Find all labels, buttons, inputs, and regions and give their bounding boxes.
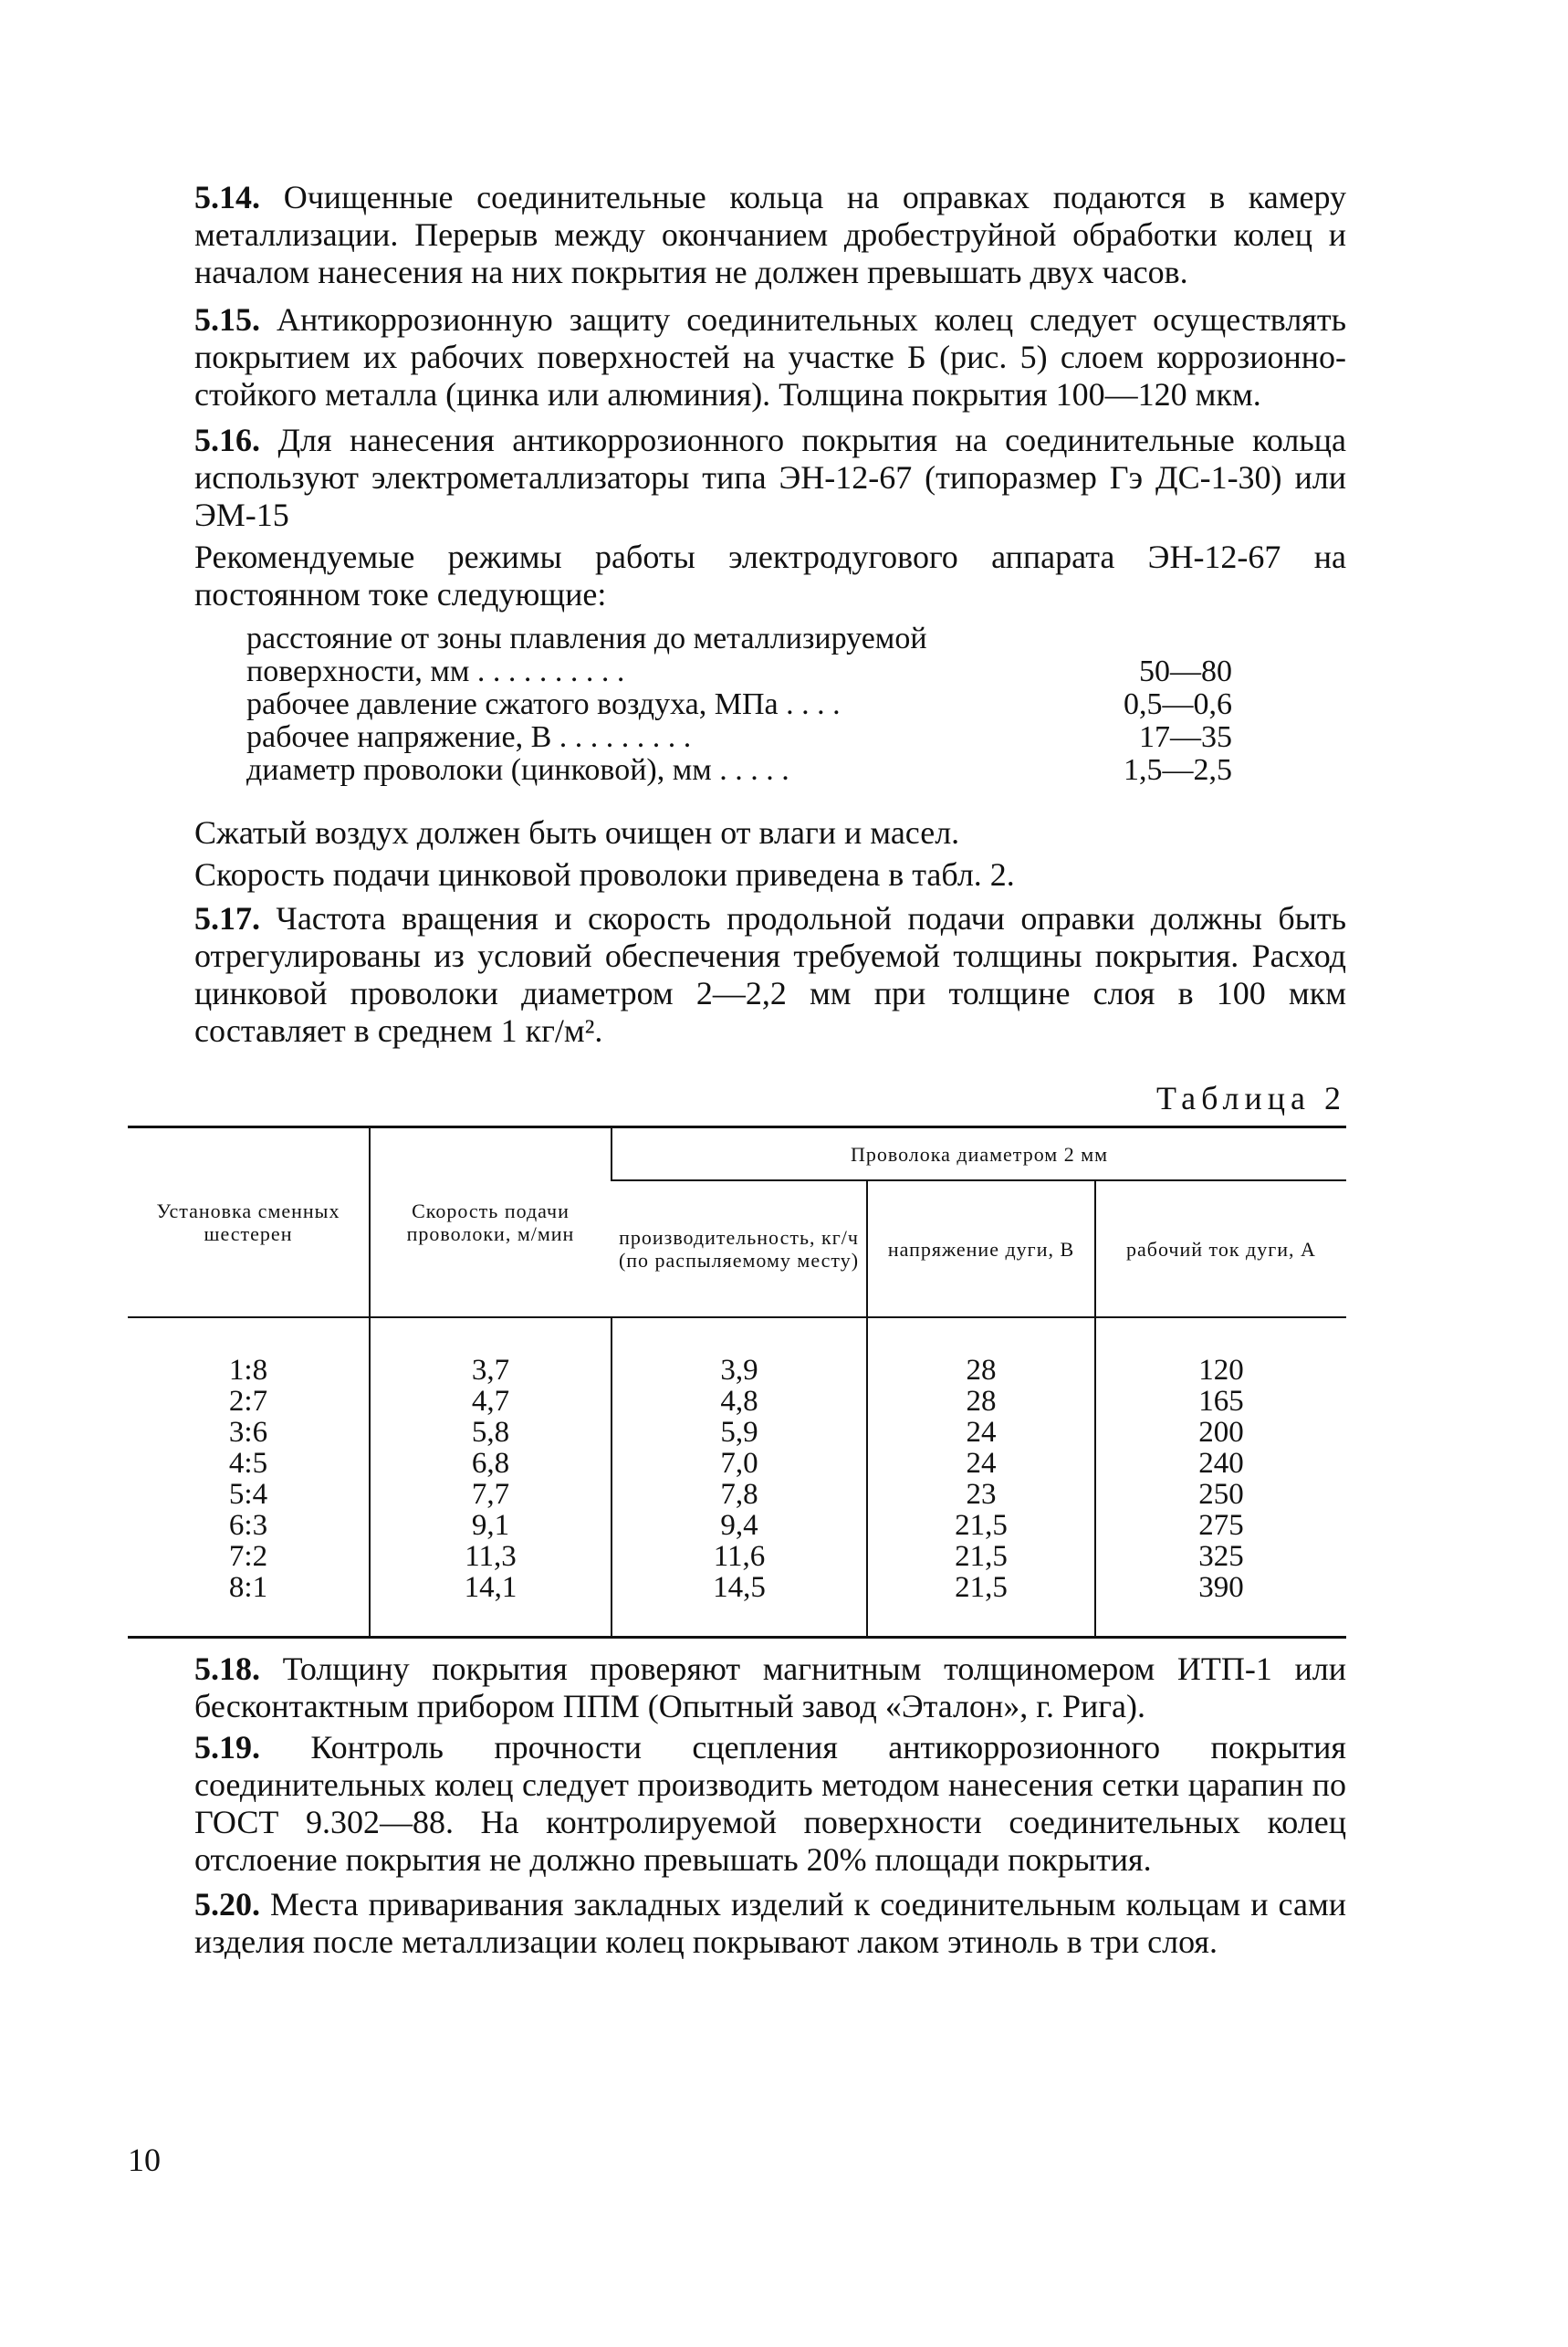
paragraph-5-20 [194,1886,1346,1961]
paragraph-text: Места приваривания закладных изделий к соединительным кольцам и сами изделия после металлизации колец покрывают лаком этиноль в три слоя. [194,1886,1346,1960]
table-cell: 7,8 [612,1479,867,1510]
table-cell: 28 [867,1317,1095,1386]
table-cell: 4:5 [228,1447,268,1480]
table-cell: 14,5 [612,1572,867,1638]
paragraph-wire-speed: Скорость подачи цинковой проволоки приведена в табл. 2. [194,856,1015,893]
paragraph-text: Контроль прочности сцепления антикоррозионного покрытия соединительных колец следует производить методом нанесения сетки царапин по ГОСТ 9.302—88. На контролируемой поверхности соединительных колец отслоение покрытия не должно превышать 20% площади покрытия. [194,1729,1346,1878]
paragraph-5-18 [194,1650,1346,1725]
table-cell: 250 [1095,1479,1346,1510]
table-row [128,1448,1346,1479]
table-cell: 21,5 [867,1510,1095,1541]
mode-value: 0,5—0,6 [1124,687,1232,721]
mode-row [246,688,1232,721]
table-cell: 1:8 [228,1354,268,1387]
header-arc-voltage: напряжение дуги, В [867,1180,1095,1317]
paragraph-number: 5.20. [194,1886,260,1923]
header-wire-group: Проволока диаметром 2 мм [612,1127,1346,1181]
header-productivity: производительность, кг/ч (по распыляемому месту) [612,1180,867,1317]
recommended-modes-intro: Рекомендуемые режимы работы электродугового аппарата ЭН-12-67 на постоянном токе следующие: [194,539,1346,613]
header-feed-speed: Скорость подачи проволоки, м/мин [370,1127,612,1318]
table-row [128,1510,1346,1541]
mode-row [246,655,1232,688]
table-cell: 240 [1095,1448,1346,1479]
table-title: Таблица 2 [1156,1080,1346,1116]
mode-label: рабочее напряжение, В . . . . . . . . . [246,720,692,754]
table-cell: 325 [1095,1541,1346,1572]
paragraph-compressed-air: Сжатый воздух должен быть очищен от влаги и масел. [194,814,960,851]
paragraph-text: Для нанесения антикоррозионного покрытия на соединительные кольца используют электрометаллизаторы типа ЭН-12-67 (типоразмер Гэ ДС-1-30) или ЭМ-15 [194,422,1346,533]
paragraph-5-17 [194,900,1346,1050]
paragraph-5-16 [194,422,1346,534]
table-cell: 9,4 [612,1510,867,1541]
mode-row [246,721,1232,754]
paragraph-5-19 [194,1729,1346,1879]
table-cell: 7,7 [370,1479,612,1510]
table-cell: 3,7 [370,1317,612,1386]
page-number: 10 [128,2142,161,2178]
table-cell: 390 [1095,1572,1346,1638]
table-cell: 14,1 [370,1572,612,1638]
paragraph-number: 5.14. [194,179,260,215]
table-cell: 3:6 [228,1416,268,1449]
table-cell: 7,0 [612,1448,867,1479]
table-cell: 11,3 [370,1541,612,1572]
table-row [128,1572,1346,1638]
mode-value: 50—80 [1139,655,1232,688]
table-cell: 5,9 [612,1417,867,1448]
mode-row [246,754,1232,787]
table-cell: 28 [867,1386,1095,1417]
table-row [128,1541,1346,1572]
table-cell: 165 [1095,1386,1346,1417]
table-cell: 3,9 [612,1317,867,1386]
table-row [128,1479,1346,1510]
operating-modes-list [246,623,1232,787]
table-cell: 6,8 [370,1448,612,1479]
table-cell: 120 [1095,1317,1346,1386]
paragraph-number: 5.17. [194,900,260,937]
table-cell: 200 [1095,1417,1346,1448]
paragraph-5-14 [194,179,1346,291]
mode-label: поверхности, мм . . . . . . . . . . [246,655,625,688]
table-cell: 2:7 [228,1385,268,1418]
wire-feed-table [128,1126,1346,1639]
paragraph-number: 5.18. [194,1650,260,1687]
table-cell: 7:2 [228,1540,268,1573]
paragraph-number: 5.15. [194,301,260,338]
mode-label: рабочее давление сжатого воздуха, МПа . . . . [246,687,841,721]
paragraph-number: 5.16. [194,422,260,458]
header-gears: Установка сменных шестерен [128,1127,370,1318]
table-row [128,1317,1346,1386]
paragraph-text: Антикоррозионную защиту соединительных колец следует осуществлять покрытием их рабочих поверхностей на участке Б (рис. 5) слоем коррозионно-стойкого металла (цинка или алюминия). Толщина покрытия 100—120 мкм. [194,301,1347,413]
mode-line-distance: расстояние от зоны плавления до металлизируемой [246,622,927,655]
paragraph-text: Частота вращения и скорость продольной подачи оправки должны быть отрегулированы из условий обеспечения требуемой толщины покрытия. Расход цинковой проволоки диаметром 2—2,2 мм при толщине слоя в 100 мкм составляет в среднем 1 кг/м². [194,900,1346,1049]
table-cell: 4,8 [612,1386,867,1417]
table-cell: 24 [867,1448,1095,1479]
table-cell: 4,7 [370,1386,612,1417]
table-cell: 5,8 [370,1417,612,1448]
table-cell: 275 [1095,1510,1346,1541]
table-cell: 6:3 [228,1509,268,1542]
paragraph-number: 5.19. [194,1729,260,1765]
table-row [128,1386,1346,1417]
paragraph-5-15 [194,301,1346,414]
paragraph-text: Толщину покрытия проверяют магнитным толщиномером ИТП-1 или бесконтактным прибором ППМ (Опытный завод «Эталон», г. Рига). [194,1650,1347,1724]
table-cell: 23 [867,1479,1095,1510]
paragraph-text: Очищенные соединительные кольца на оправках подаются в камеру металлизации. Перерыв между окончанием дробеструйной обработки колец и началом нанесения на них покрытия не должен превышать двух часов. [194,179,1346,290]
table-cell: 5:4 [228,1478,268,1511]
table-cell: 24 [867,1417,1095,1448]
table-cell: 21,5 [867,1572,1095,1638]
mode-value: 17—35 [1139,720,1232,754]
table-row [128,1417,1346,1448]
mode-label: диаметр проволоки (цинковой), мм . . . . . [246,753,789,787]
header-arc-current: рабочий ток дуги, А [1095,1180,1346,1317]
table-cell: 8:1 [228,1571,268,1604]
table-cell: 21,5 [867,1541,1095,1572]
table-cell: 9,1 [370,1510,612,1541]
table-cell: 11,6 [612,1541,867,1572]
mode-value: 1,5—2,5 [1124,753,1232,787]
